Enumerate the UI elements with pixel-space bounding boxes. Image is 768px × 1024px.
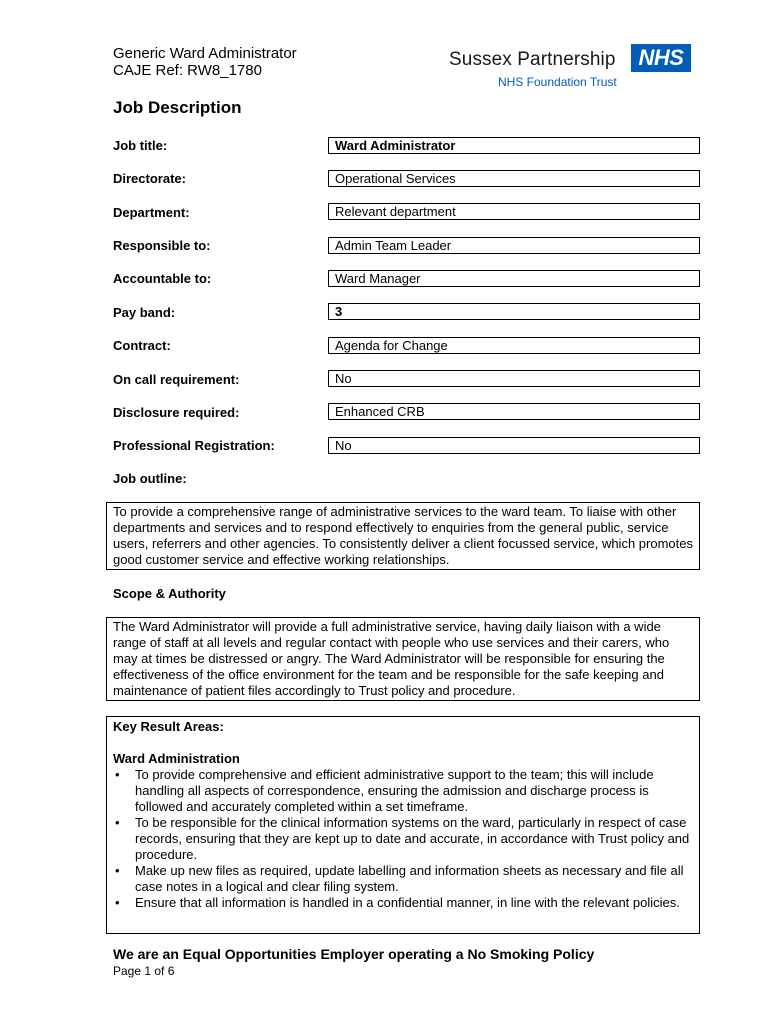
bullet-icon: • <box>115 863 120 878</box>
field-label-department: Department: <box>113 205 190 220</box>
field-label-responsible-to: Responsible to: <box>113 238 211 253</box>
equal-opportunities-statement: We are an Equal Opportunities Employer operating a No Smoking Policy <box>113 946 595 962</box>
nhs-trust-logo <box>449 44 691 92</box>
bullet-icon: • <box>115 815 120 830</box>
field-label-disclosure: Disclosure required: <box>113 405 240 420</box>
scope-text: The Ward Administrator will provide a full administrative service, having daily liaison with a wide range of staff at all levels and regular contact with people who use services and their carers, who may at times be distressed or angry. The Ward Administrator will be responsible for ensuring the effectiveness of the office environment for the team and be responsible for the safe keeping and maintenance of patient files accordingly to Trust policy and procedure. <box>106 617 700 701</box>
key-result-areas-box <box>106 716 700 934</box>
list-item <box>113 815 693 863</box>
nhs-badge: NHS <box>631 44 691 72</box>
document-header <box>113 45 297 79</box>
list-item-text: To be responsible for the clinical information systems on the ward, particularly in respect of case records, ensuring that they are kept up to date and accurate, in accordance with Trust policy and procedure. <box>135 815 690 862</box>
field-value-pay-band: 3 <box>328 303 700 320</box>
field-value-contract: Agenda for Change <box>328 337 700 354</box>
bullet-icon: • <box>115 895 120 910</box>
scope-label: Scope & Authority <box>113 586 226 601</box>
kra-list <box>113 767 693 911</box>
list-item-text: To provide comprehensive and efficient administrative support to the team; this will include handling all aspects of correspondence, ensuring the admission and discharge process is followed and accurately completed within a set timeframe. <box>135 767 654 814</box>
list-item-text: Make up new files as required, update labelling and information sheets as necessary and file all case notes in a logical and clear filing system. <box>135 863 684 894</box>
list-item <box>113 895 693 911</box>
bullet-icon: • <box>115 767 120 782</box>
field-value-accountable-to: Ward Manager <box>328 270 700 287</box>
field-label-contract: Contract: <box>113 338 171 353</box>
job-outline-text: To provide a comprehensive range of administrative services to the ward team. To liaise with other departments and services and to respond effectively to enquiries from the general public, service users, referrers and other agencies. To consistently deliver a client focussed service, which promotes good customer service and effective working relationships. <box>106 502 700 570</box>
kra-heading: Key Result Areas: <box>113 719 224 734</box>
field-label-pay-band: Pay band: <box>113 305 176 320</box>
field-value-directorate: Operational Services <box>328 170 700 187</box>
field-label-job-title: Job title: <box>113 138 168 153</box>
field-label-on-call: On call requirement: <box>113 372 240 387</box>
field-value-on-call: No <box>328 370 700 387</box>
field-label-accountable-to: Accountable to: <box>113 271 212 286</box>
field-label-directorate: Directorate: <box>113 171 186 186</box>
field-value-responsible-to: Admin Team Leader <box>328 237 700 254</box>
logo-subtitle: NHS Foundation Trust <box>498 75 617 89</box>
page-title: Job Description <box>113 98 242 117</box>
list-item-text: Ensure that all information is handled in a confidential manner, in line with the relevant policies. <box>135 895 680 910</box>
field-value-job-title: Ward Administrator <box>328 137 700 154</box>
field-value-department: Relevant department <box>328 203 700 220</box>
header-doc-name: Generic Ward Administrator <box>113 45 297 62</box>
list-item <box>113 767 693 815</box>
list-item <box>113 863 693 895</box>
page-number: Page 1 of 6 <box>113 964 175 978</box>
field-label-registration: Professional Registration: <box>113 438 275 453</box>
kra-subheading: Ward Administration <box>113 751 240 766</box>
field-value-registration: No <box>328 437 700 454</box>
header-ref: CAJE Ref: RW8_1780 <box>113 62 262 79</box>
field-value-disclosure: Enhanced CRB <box>328 403 700 420</box>
job-outline-label: Job outline: <box>113 471 187 486</box>
logo-trust-name: Sussex Partnership <box>449 49 616 70</box>
